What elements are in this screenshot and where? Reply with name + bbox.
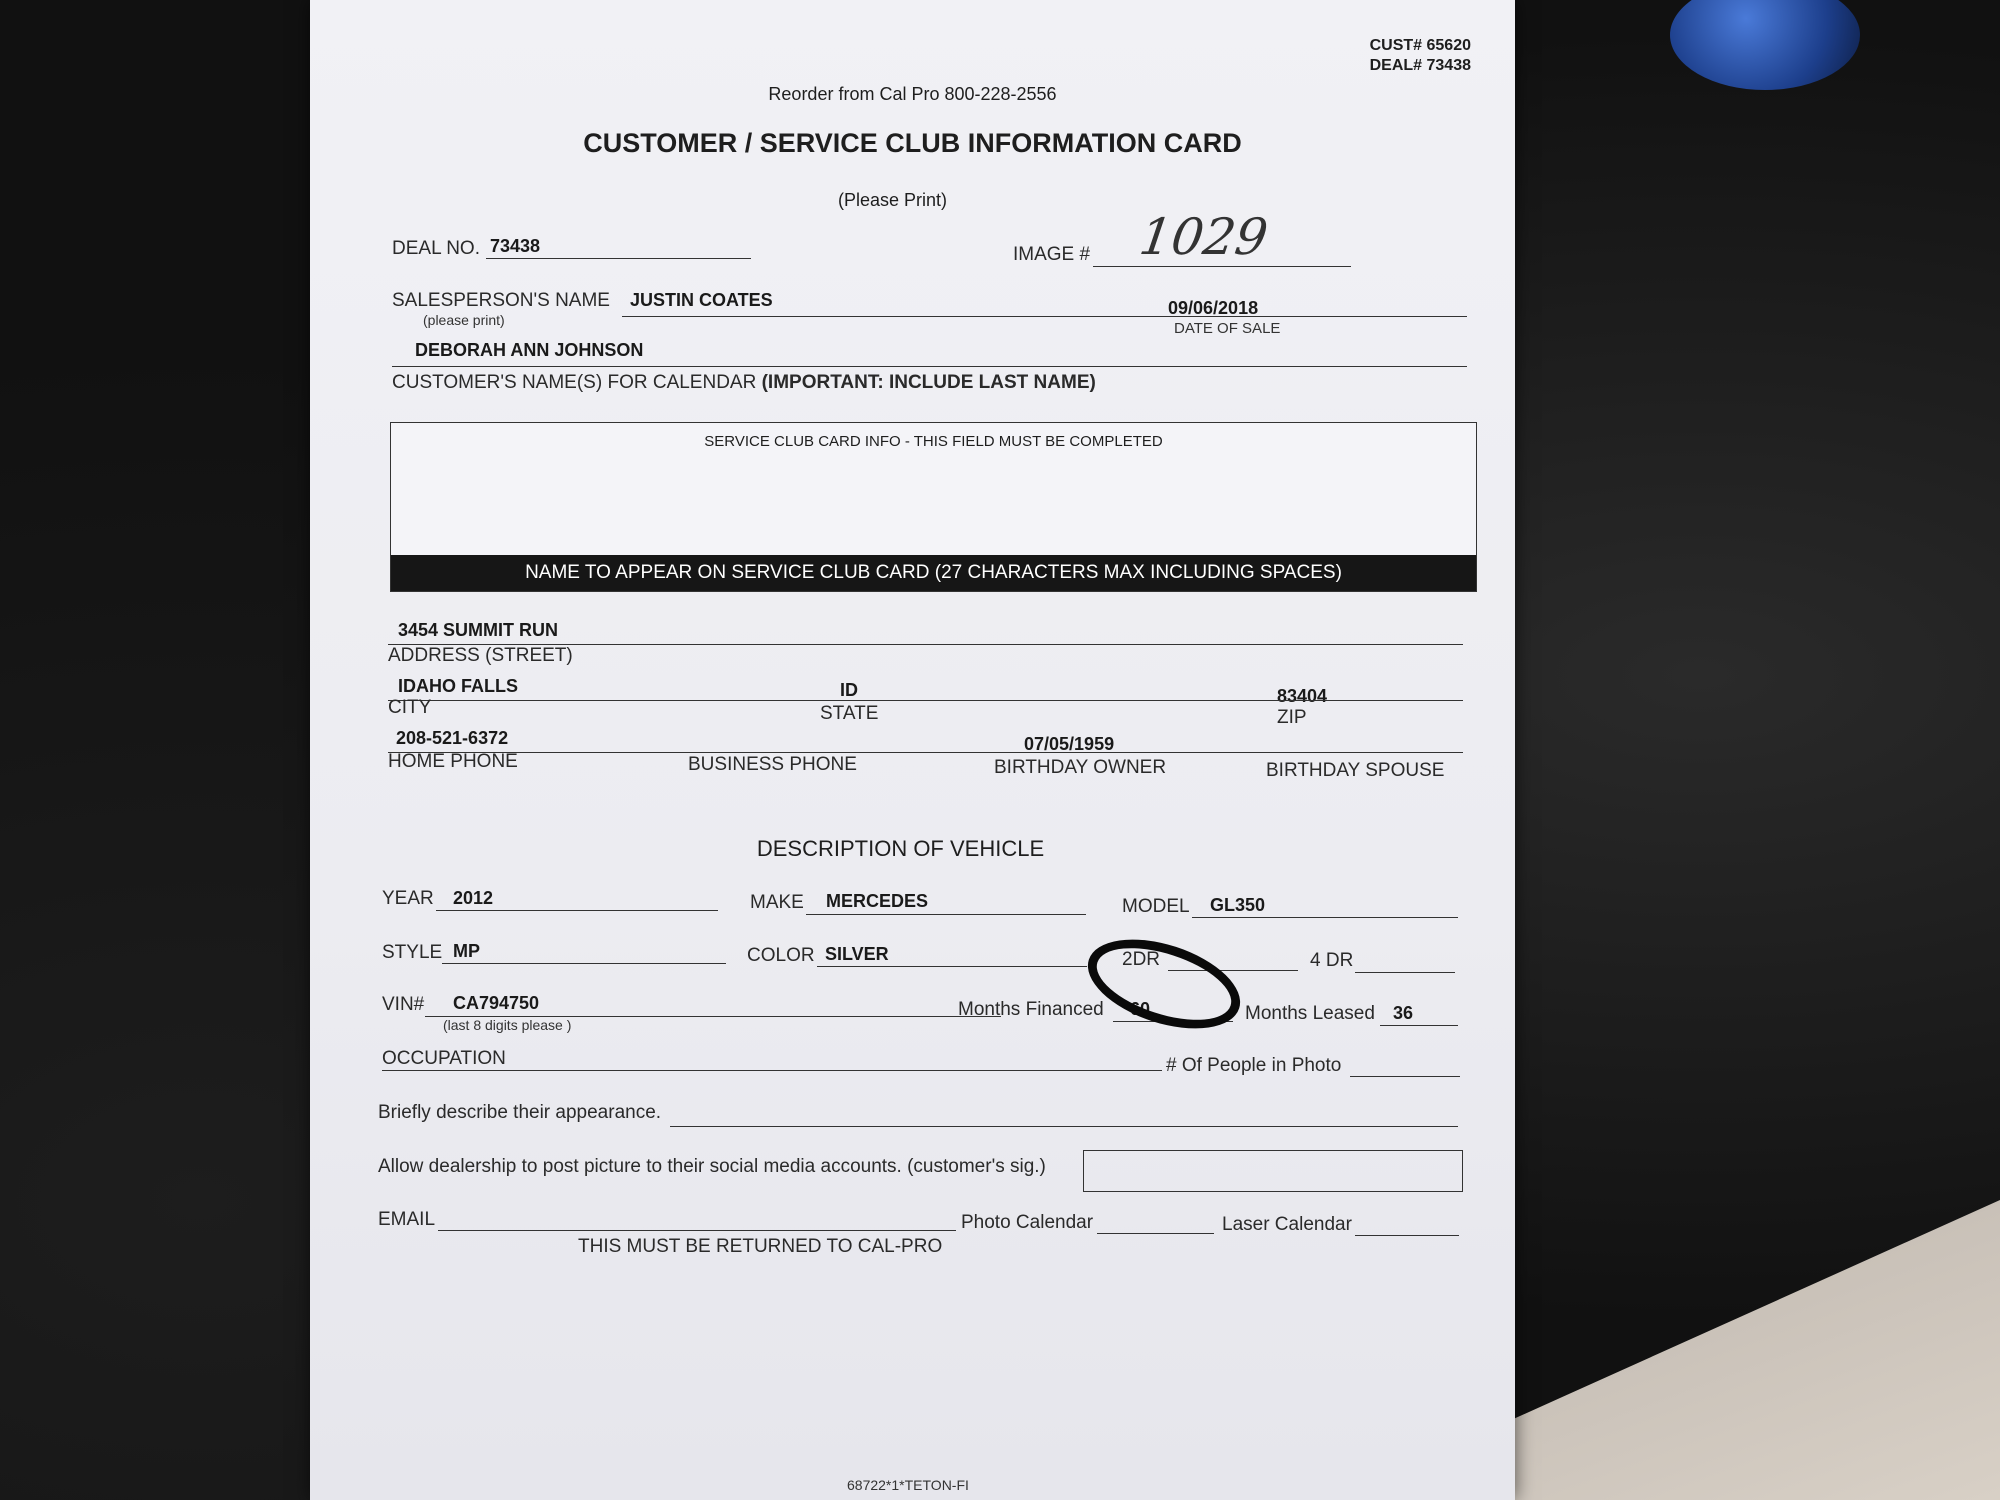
style-value: MP: [453, 941, 480, 961]
make-label: MAKE: [750, 892, 804, 913]
vin-label: VIN#: [382, 994, 425, 1015]
style-label: STYLE: [382, 942, 443, 963]
appearance-line: [670, 1126, 1458, 1127]
business-phone-label: BUSINESS PHONE: [688, 754, 857, 775]
customer-signature-box: [1083, 1150, 1463, 1192]
form-title: CUSTOMER / SERVICE CLUB INFORMATION CARD: [583, 128, 1242, 158]
photo-calendar-label: Photo Calendar: [961, 1212, 1094, 1233]
color-line: [817, 966, 1087, 967]
birthday-owner-label: BIRTHDAY OWNER: [994, 757, 1167, 778]
zip-value: 83404: [1277, 686, 1328, 706]
months-leased-label: Months Leased: [1245, 1003, 1375, 1024]
vin-note: (last 8 digits please ): [443, 1017, 572, 1033]
service-club-name-bar: NAME TO APPEAR ON SERVICE CLUB CARD (27 CHARACTERS MAX INCLUDING SPACES): [391, 555, 1476, 591]
months-leased-line: [1380, 1025, 1458, 1026]
months-leased-value: 36: [1393, 1003, 1414, 1023]
cust-number: CUST# 65620: [1369, 37, 1471, 54]
footer-code: 68722*1*TETON-FI: [847, 1477, 969, 1493]
people-in-photo-line: [1350, 1076, 1460, 1077]
birthday-spouse-label: BIRTHDAY SPOUSE: [1266, 760, 1445, 781]
city-state-zip-line: [388, 700, 1463, 701]
color-label: COLOR: [747, 945, 815, 966]
street-label: ADDRESS (STREET): [388, 645, 573, 666]
people-in-photo-label: # Of People in Photo: [1166, 1055, 1342, 1076]
email-line: [438, 1230, 956, 1231]
months-financed-value: 60: [1130, 999, 1151, 1019]
two-door-label: 2DR: [1122, 949, 1161, 970]
state-value: ID: [840, 680, 858, 700]
date-of-sale-value: 09/06/2018: [1168, 298, 1259, 318]
model-line: [1192, 917, 1458, 918]
city-value: IDAHO FALLS: [398, 676, 518, 696]
reorder-note: Reorder from Cal Pro 800-228-2556: [768, 84, 1057, 104]
months-financed-label: Months Financed: [958, 999, 1104, 1020]
appearance-label: Briefly describe their appearance.: [378, 1102, 662, 1123]
laser-calendar-line: [1355, 1235, 1459, 1236]
please-print-note: (Please Print): [837, 190, 948, 210]
make-line: [806, 914, 1086, 915]
style-line: [442, 963, 726, 964]
four-door-label: 4 DR: [1310, 950, 1354, 971]
state-label: STATE: [820, 703, 879, 724]
home-phone-value: 208-521-6372: [396, 728, 509, 748]
occupation-label: OCCUPATION: [382, 1048, 506, 1069]
salesperson-value: JUSTIN COATES: [630, 290, 773, 310]
year-value: 2012: [453, 888, 494, 908]
model-label: MODEL: [1122, 896, 1190, 917]
deal-no-value: 73438: [490, 236, 541, 256]
salesperson-line: [622, 316, 1467, 317]
phone-line: [388, 752, 1463, 753]
service-club-heading: SERVICE CLUB CARD INFO - THIS FIELD MUST BE COMPLETED: [704, 433, 1163, 450]
social-media-label: Allow dealership to post picture to their social media accounts. (customer's sig.): [378, 1156, 1046, 1177]
home-phone-label: HOME PHONE: [388, 751, 518, 772]
deal-no-line: [486, 258, 751, 259]
deal-no-label: DEAL NO.: [392, 238, 480, 259]
photo-calendar-line: [1097, 1233, 1214, 1234]
vin-value: CA794750: [453, 993, 540, 1013]
model-value: GL350: [1210, 895, 1266, 915]
color-value: SILVER: [825, 944, 889, 964]
birthday-owner-value: 07/05/1959: [1024, 734, 1115, 754]
occupation-line: [382, 1070, 1162, 1071]
customer-deal-numbers: [1370, 36, 1471, 76]
image-no-handwritten: 1029: [1135, 208, 1272, 266]
customer-name-value: DEBORAH ANN JOHNSON: [415, 340, 644, 360]
service-club-box: [390, 422, 1477, 592]
salesperson-sublabel: (please print): [423, 312, 505, 328]
deal-number: DEAL# 73438: [1369, 57, 1471, 74]
street-value: 3454 SUMMIT RUN: [398, 620, 559, 640]
vehicle-heading: DESCRIPTION OF VEHICLE: [756, 836, 1045, 861]
city-label: CITY: [388, 697, 432, 718]
year-label: YEAR: [382, 888, 434, 909]
make-value: MERCEDES: [826, 891, 929, 911]
email-label: EMAIL: [378, 1209, 436, 1230]
four-door-line: [1355, 972, 1455, 973]
date-of-sale-label: DATE OF SALE: [1174, 320, 1281, 337]
laser-calendar-label: Laser Calendar: [1222, 1214, 1352, 1235]
customer-name-line: [392, 366, 1467, 367]
salesperson-label: SALESPERSON'S NAME: [392, 290, 610, 311]
zip-label: ZIP: [1277, 707, 1307, 728]
year-line: [436, 910, 718, 911]
image-no-line: [1093, 266, 1351, 267]
customer-name-label-text: CUSTOMER'S NAME(S) FOR CALENDAR: [392, 372, 757, 393]
customer-name-label: [392, 372, 1096, 394]
return-note: THIS MUST BE RETURNED TO CAL-PRO: [578, 1236, 943, 1257]
image-no-label: IMAGE #: [1013, 244, 1091, 265]
information-card: [310, 0, 1515, 1500]
customer-name-important: (IMPORTANT: INCLUDE LAST NAME): [761, 372, 1096, 393]
